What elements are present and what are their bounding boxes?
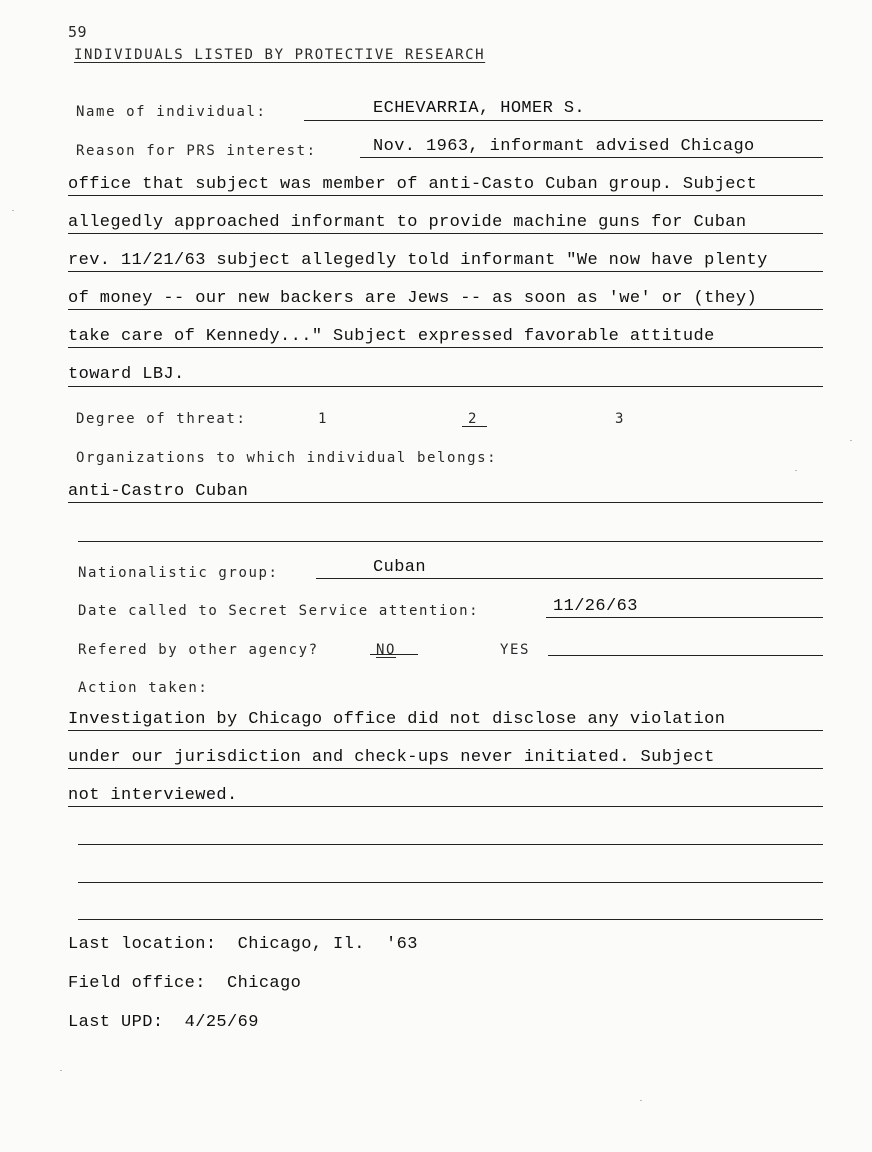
scan-speck (850, 440, 852, 441)
name-value: ECHEVARRIA, HOMER S. (373, 99, 586, 118)
field-office: Field office: Chicago (68, 974, 302, 993)
name-label: Name of individual: (76, 104, 267, 120)
action-line: under our jurisdiction and check-ups never initiated. Subject (68, 748, 715, 767)
date-called-label: Date called to Secret Service attention: (78, 603, 480, 619)
page-number: 59 (68, 23, 88, 41)
nationalistic-label: Nationalistic group: (78, 565, 279, 581)
reason-line: office that subject was member of anti-Casto Cuban group. Subject (68, 175, 758, 194)
nationalistic-value: Cuban (373, 558, 427, 577)
action-line: not interviewed. (68, 786, 238, 805)
reason-rule-1 (68, 195, 823, 196)
action-label: Action taken: (78, 680, 209, 696)
referred-label: Refered by other agency? (78, 642, 319, 658)
nationalistic-rule (316, 578, 823, 579)
date-called-value: 11/26/63 (553, 597, 638, 616)
action-rule-5 (78, 882, 823, 883)
referred-no: NO (376, 642, 397, 658)
reason-rule-4 (68, 309, 823, 310)
threat-option-1: 1 (318, 411, 329, 427)
reason-rule-3 (68, 271, 823, 272)
organizations-value: anti-Castro Cuban (68, 482, 249, 501)
reason-line: take care of Kennedy..." Subject expressed favorable attitude (68, 327, 715, 346)
action-rule-1 (68, 730, 823, 731)
scan-speck (640, 1100, 642, 1101)
organizations-rule-2 (78, 541, 823, 542)
threat-label: Degree of threat: (76, 411, 247, 427)
referred-no-mark (370, 654, 418, 655)
reason-first-line: Nov. 1963, informant advised Chicago (373, 137, 755, 156)
reason-rule-0 (360, 157, 823, 158)
action-rule-4 (78, 844, 823, 845)
referred-yes: YES (500, 642, 531, 658)
reason-line: rev. 11/21/63 subject allegedly told informant "We now have plenty (68, 251, 768, 270)
scan-speck (12, 210, 14, 211)
threat-selected-mark (462, 426, 487, 427)
reason-line: allegedly approached informant to provide machine guns for Cuban (68, 213, 747, 232)
action-rule-3 (68, 806, 823, 807)
action-line: Investigation by Chicago office did not disclose any violation (68, 710, 726, 729)
name-rule (304, 120, 823, 121)
reason-line: toward LBJ. (68, 365, 185, 384)
reason-line: of money -- our new backers are Jews -- as soon as 'we' or (they) (68, 289, 758, 308)
reason-rule-2 (68, 233, 823, 234)
action-rule-6 (78, 919, 823, 920)
date-called-rule (546, 617, 823, 618)
action-rule-2 (68, 768, 823, 769)
referred-yes-rule (548, 655, 823, 656)
scan-speck (60, 1070, 62, 1071)
scan-speck (795, 470, 797, 471)
last-location: Last location: Chicago, Il. '63 (68, 935, 418, 954)
threat-option-2: 2 (468, 411, 479, 427)
reason-label: Reason for PRS interest: (76, 143, 317, 159)
page-title: INDIVIDUALS LISTED BY PROTECTIVE RESEARCH (74, 47, 486, 63)
reason-rule-6 (68, 386, 823, 387)
organizations-label: Organizations to which individual belongs: (76, 450, 498, 466)
organizations-rule-1 (68, 502, 823, 503)
reason-rule-5 (68, 347, 823, 348)
threat-option-3: 3 (615, 411, 626, 427)
last-upd: Last UPD: 4/25/69 (68, 1013, 259, 1032)
